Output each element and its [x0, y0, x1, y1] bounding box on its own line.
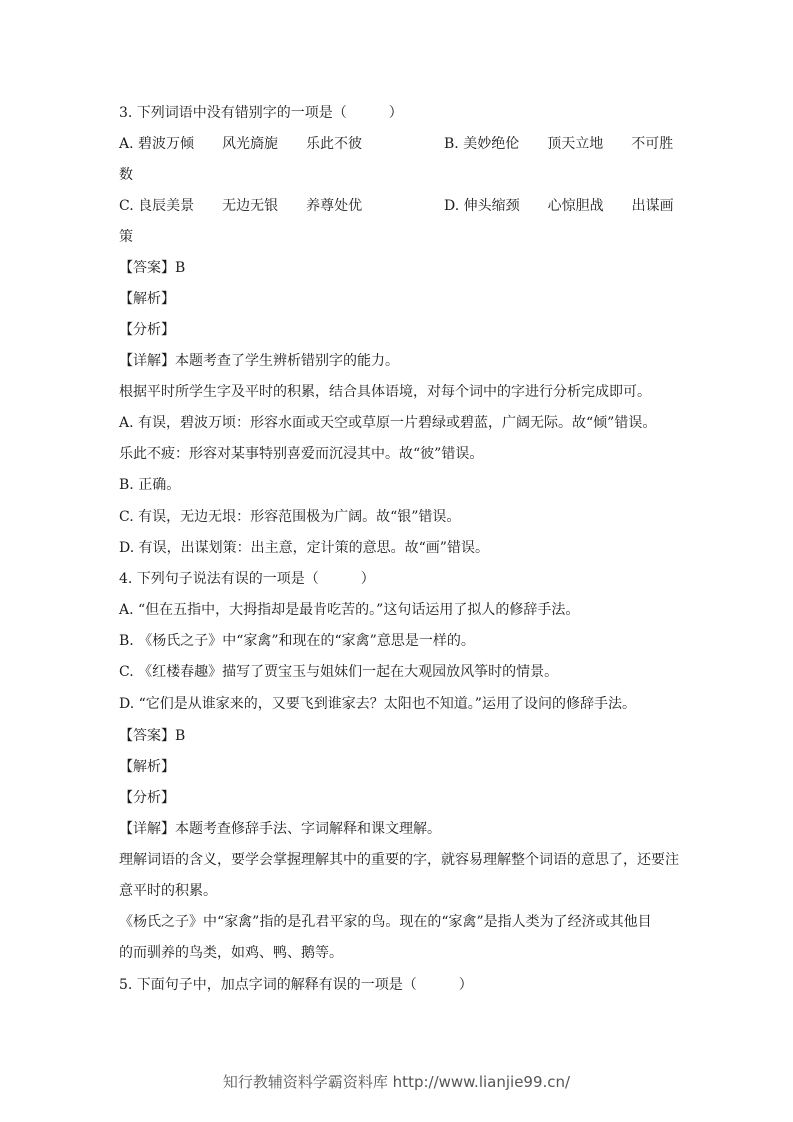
- q4-stem: 4. 下列句子说法有误的一项是（ ）: [119, 571, 375, 587]
- q3-option-d: D. 伸头缩颈 心惊胆战 出谋画: [444, 198, 674, 214]
- footer-watermark: 知行教辅资料学霸资料库 http://www.lianjie99.cn/: [222, 1073, 571, 1091]
- q3-line: A. 有误，碧波万顷：形容水面或天空或草原一片碧绿或碧蓝，广阔无际。故“倾”错误。: [119, 415, 657, 431]
- q3-line: C. 有误，无边无垠：形容范围极为广阔。故“银”错误。: [119, 509, 461, 525]
- q3-line: 乐此不疲：形容对某事特别喜爱而沉浸其中。故“彼”错误。: [119, 446, 484, 462]
- q3-line: D. 有误，出谋划策：出主意，定计策的意思。故“画”错误。: [119, 540, 489, 556]
- q4-line: 《杨氏之子》中“家禽”指的是孔君平家的鸟。现在的“家禽”是指人类为了经济或其他目: [119, 914, 652, 930]
- q4-option-d: D. “它们是从谁家来的，又要飞到谁家去？太阳也不知道。”运用了设问的修辞手法。: [119, 696, 636, 712]
- q3-option-a: A. 碧波万倾 风光旖旎 乐此不彼: [119, 136, 363, 152]
- q3-option-b-cont: 数: [119, 167, 133, 183]
- q4-fenxi: 【分析】: [119, 790, 175, 806]
- q4-option-b: B. 《杨氏之子》中“家禽”和现在的“家禽”意思是一样的。: [119, 633, 475, 649]
- q4-detail: 【详解】本题考查修辞手法、字词解释和课文理解。: [119, 821, 441, 837]
- q3-analysis: 【解析】: [119, 291, 175, 307]
- q4-line: 的而驯养的鸟类，如鸡、鸭、鹅等。: [119, 945, 343, 961]
- q3-fenxi: 【分析】: [119, 322, 175, 338]
- q4-option-c: C. 《红楼春趣》描写了贾宝玉与姐妹们一起在大观园放风筝时的情景。: [119, 664, 559, 680]
- q3-answer: 【答案】B: [119, 260, 186, 276]
- q5-stem: 5. 下面句子中，加点字词的解释有误的一项是（ ）: [119, 977, 473, 993]
- q3-option-c: C. 良辰美景 无边无银 养尊处优: [119, 198, 363, 214]
- q4-answer: 【答案】B: [119, 728, 186, 744]
- q4-line: 理解词语的含义，要学会掌握理解其中的重要的字，就容易理解整个词语的意思了，还要注: [119, 852, 679, 868]
- q3-option-b: B. 美妙绝伦 顶天立地 不可胜: [444, 136, 674, 152]
- q4-line: 意平时的积累。: [119, 883, 217, 899]
- q3-detail: 【详解】本题考查了学生辨析错别字的能力。: [119, 353, 399, 369]
- q3-line: 根据平时所学生字及平时的积累，结合具体语境，对每个词中的字进行分析完成即可。: [119, 384, 651, 400]
- q3-line: B. 正确。: [119, 477, 181, 493]
- q4-analysis: 【解析】: [119, 759, 175, 775]
- q4-option-a: A. “但在五指中，大拇指却是最肯吃苦的。”这句话运用了拟人的修辞手法。: [119, 602, 580, 618]
- q3-option-d-cont: 策: [119, 229, 133, 245]
- q3-stem: 3. 下列词语中没有错别字的一项是（ ）: [119, 105, 403, 121]
